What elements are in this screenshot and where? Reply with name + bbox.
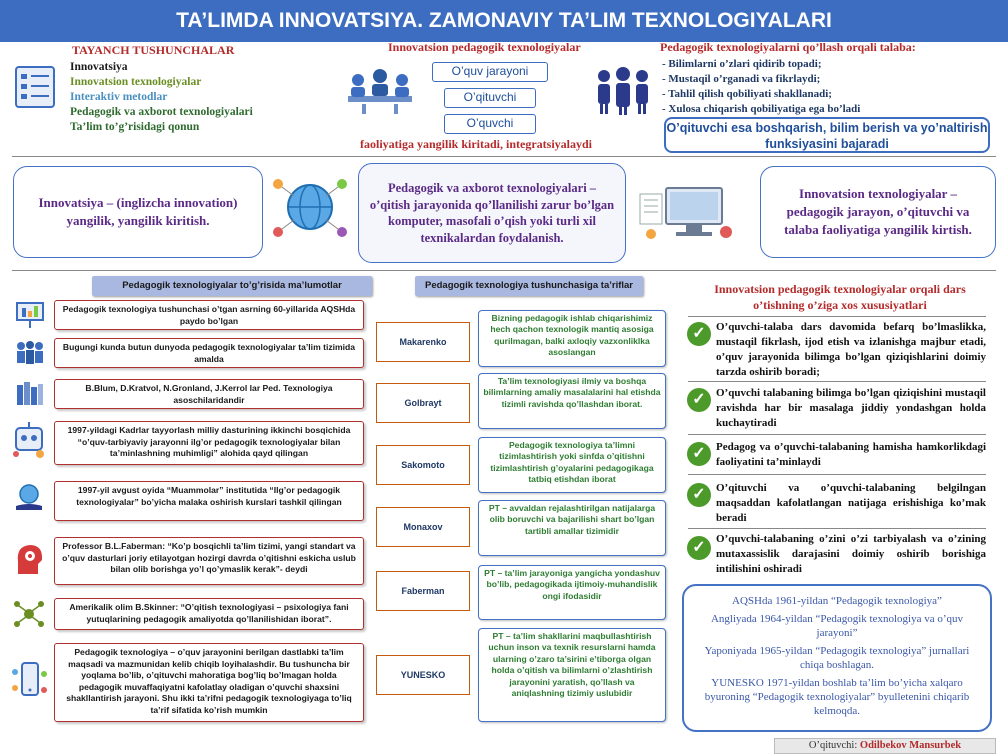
author-name: YUNESKO xyxy=(376,655,470,695)
check-icon: ✓ xyxy=(687,322,711,346)
definition-pedagogical-it: Pedagogik va axborot texnologiyalari – o’qitish jarayonida qo’llanilishi zarur bo’lgan komputer, masofali o’qish yoki turli xil texnikalardan foydalanish. xyxy=(358,163,626,263)
keyword-item: Ta’lim to’g’risidagi qonun xyxy=(70,121,200,133)
history-item: YUNESKO 1971-yildan boshlab ta’lim bo’yicha xalqaro byuroning “Pedagogik texnologiyalar” byulletenini chiqarib kelmoqda. xyxy=(704,677,970,717)
info-item: 1997-yil avgust oyida “Muammolar” institutida “Ilg’or pedagogik texnologiyalar” bo’yicha malaka oshirish kurslari tashkil qilingan xyxy=(54,481,364,521)
footer-teacher xyxy=(774,738,996,754)
info-item: Pedagogik texnologiya tushunchasi o’tgan asrning 60-yillarida AQSHda paydo bo’lgan xyxy=(54,300,364,330)
history-box xyxy=(682,584,992,732)
globe-network-icon xyxy=(270,172,350,242)
application-list xyxy=(662,57,992,117)
presentation-icon xyxy=(14,300,46,330)
feature-divider xyxy=(688,316,986,317)
definition-innovative-tech: Innovatsion texnologiyalar – pedagogik jarayon, o’qituvchi va talaba faoliyatiga yangilik kirtish. xyxy=(760,166,996,258)
author-definition: Ta’lim texnologiyasi ilmiy va boshqa bilimlarning amaliy masalalarini hal etishda tizimli ravishda qo’llashdan iborat. xyxy=(478,373,666,429)
books-icon xyxy=(14,379,46,409)
footer-label: O’qituvchi: xyxy=(808,740,860,751)
features-title: Innovatsion pedagogik texnologiyalar orqali dars o’tishning o’ziga xos xususiyatlari xyxy=(714,282,966,312)
info-item: Pedagogik texnologiya – o’quv jarayonini berilgan dastlabki ta’lim maqsadi va mazmunidan kelib chiqib loyihalashdir. Bu tushuncha bir yoqlama bo’lib, o’qituvchi mahoratiga bog’liq bo’lmagan holda pedagogik muvaffaqiyatni kafolatlay oladigan o’quvchi shaxsini shakllantirish jarayoni. Shu ikki ta’rifni pedagogik texnologiyaga to’liq ta’rif sifatida ko’rish mumkin xyxy=(54,643,364,722)
author-name: Faberman xyxy=(376,571,470,611)
info-item: 1997-yildagi Kadrlar tayyorlash milliy dasturining ikkinchi bosqichida “o’quv-tarbiyaviy jarayonni ilg’or pedagogik texnologiyalar bilan ta’minlashning muhimligi” alohida qayd qilingan xyxy=(54,421,364,465)
meeting-icon xyxy=(340,66,420,116)
info-item: Professor B.L.Faberman: “Ko’p bosqichli ta’lim tizimi, yangi standart va o’quv dasturlari joriy etilayotgan hozirgi davrda o’qitishni eskicha uslub bilan olib borishga yo’l qo’ymaslik kerak”- deydi xyxy=(54,537,364,585)
feature-divider xyxy=(688,381,986,382)
feature-item: O’quvchi-talaba dars davomida befarq bo’lmaslikka, mustaqil fikrlash, ijod etish va izlanishga majbur etadi, o’quv jarayonida bilimga bo’lgan qiziqishlarini doimiy tarzda oshirib boradi; xyxy=(716,321,986,378)
ai-robot-icon xyxy=(10,420,48,460)
divider-top xyxy=(12,156,996,157)
hand-icon xyxy=(12,482,46,512)
check-icon: ✓ xyxy=(687,442,711,466)
info-tab[interactable]: Pedagogik texnologiyalar to’g’risida ma’lumotlar xyxy=(92,276,372,296)
author-name: Sakomoto xyxy=(376,445,470,485)
network-icon xyxy=(12,598,46,630)
checklist-icon xyxy=(12,64,58,110)
feature-item: O’quvchi talabaning bilimga bo’lgan qiziqishini mustaqil ravishda har bir masalaga jiddiy yondashgan holda kuchaytiradi xyxy=(716,387,986,429)
author-name: Monaxov xyxy=(376,507,470,547)
author-definition: PT – ta’lim jarayoniga yangicha yondashuv bo’lib, pedagogikada ijtimoiy-muhandislik ongi ifodasidir xyxy=(478,565,666,620)
feature-divider xyxy=(688,528,986,529)
author-name: Golbrayt xyxy=(376,383,470,423)
application-title: Pedagogik texnologiyalarni qo’llash orqali talaba: xyxy=(660,40,916,54)
phone-app-icon xyxy=(10,660,48,700)
application-item: - Bilimlarni o’zlari qidirib topadi; xyxy=(662,58,822,70)
history-item: Yaponiyada 1965-yildan “Pedagogik texnologiya” jurnallari chiqa boshlagan. xyxy=(704,645,970,671)
flow-box-student: O’quvchi xyxy=(444,114,536,134)
divider-middle xyxy=(12,270,996,271)
info-item: Amerikalik olim B.Skinner: “O’qitish texnologiyasi – psixologiya fani yutuqlarining pedagogik amaliyotda qo’llanilishidan iborat”. xyxy=(54,598,364,630)
innovation-flow-title: Innovatsion pedagogik texnologiyalar xyxy=(388,40,581,54)
feature-item: Pedagog va o’quvchi-talabaning hamisha hamkorlikdagi faoliyatini ta’minlaydi xyxy=(716,441,986,468)
application-item: - Mustaqil o’rganadi va fikrlaydi; xyxy=(662,73,821,85)
application-item: - Tahlil qilish qobiliyati shakllanadi; xyxy=(662,88,832,100)
author-definition: Pedagogik texnologiya ta’limni tizimlashtirish yoki sinfda o’qitishni tizimlashtirish g’oyalarini pedagogikaga tatbiq etishdan iborat xyxy=(478,437,666,493)
check-icon: ✓ xyxy=(687,388,711,412)
keyword-item: Pedagogik va axborot texnologiyalari xyxy=(70,106,253,118)
keywords-title: TAYANCH TUSHUNCHALAR xyxy=(72,43,235,57)
keywords-list xyxy=(70,60,300,135)
feature-item: O’qituvchi va o’quvchi-talabaning belgilngan maqsaddan kafolatlangan natijaga erishishiga ko’mak beradi xyxy=(716,482,986,524)
author-definition: PT – avvaldan rejalashtirilgan natijalarga olib boruvchi va bajarilishi shart bo’lgan tartibli amallar tizimidir xyxy=(478,500,666,556)
history-item: AQSHda 1961-yildan “Pedagogik texnologiya” xyxy=(732,595,942,607)
innovation-flow-caption: faoliyatiga yangilik kiritadi, integratsiyalaydi xyxy=(360,137,593,151)
keyword-item: Interaktiv metodlar xyxy=(70,91,168,103)
info-item: Bugungi kunda butun dunyoda pedagogik texnologiyalar ta’lim tizimida amalda xyxy=(54,338,364,368)
author-name: Makarenko xyxy=(376,322,470,362)
feature-item: O’quvchi-talabaning o’zini o’zi tarbiyalash va o’zining mutaxassislik darajasini doimiy oshirib borishiga intilishini oshiradi xyxy=(716,533,986,575)
page-title-bar xyxy=(0,0,1008,42)
author-definition: Bizning pedagogik ishlab chiqarishimiz hech qachon texnologik mantiq asosiga qurilmagan, balki axloqiy vazxonliklka asoslangan xyxy=(478,310,666,367)
flow-box-teacher: O’qituvchi xyxy=(444,88,536,108)
team-icon xyxy=(592,66,654,116)
people-group-icon xyxy=(14,338,46,368)
info-item: B.Blum, D.Kratvol, N.Gronland, J.Kerrol lar Ped. Texnologiya asoschilaridandir xyxy=(54,379,364,409)
keyword-item: Innovatsion texnologiyalar xyxy=(70,76,202,88)
teacher-role-box: O’qituvchi esa boshqarish, bilim berish va yo’naltirish funksiyasini bajaradi xyxy=(664,117,990,153)
keyword-item: Innovatsiya xyxy=(70,61,128,73)
flow-box-study-process: O’quv jarayoni xyxy=(432,62,548,82)
footer-name: Odilbekov Mansurbek xyxy=(859,740,962,751)
feature-divider xyxy=(688,474,986,475)
check-icon: ✓ xyxy=(687,483,711,507)
author-definition: PT – ta’lim shakllarini maqbullashtirish uchun inson va texnik resurslarni hamda ularning o’zaro ta’sirini e’tiborga olgan holda o’qitish va bilimlarni o’zlashtirish jarayonini yaratish, qo’llash va aniqlashning tizimiy uslubidir xyxy=(478,628,666,722)
application-item: - Xulosa chiqarish qobiliyatiga ega bo’ladi xyxy=(662,103,861,115)
defs-by-author-tab[interactable]: Pedagogik texnologiya tushunchasiga ta’riflar xyxy=(415,276,643,296)
feature-divider xyxy=(688,434,986,435)
history-item: Angliyada 1964-yildan “Pedagogik texnologiya va o’quv jarayoni” xyxy=(710,613,964,639)
brain-gear-icon xyxy=(10,540,48,580)
page-title: TA’LIMDA INNOVATSIYA. ZAMONAVIY TA’LIM TEXNOLOGIYALARI xyxy=(176,9,832,32)
check-icon: ✓ xyxy=(687,536,711,560)
computer-documents-icon xyxy=(636,180,736,244)
definition-innovation: Innovatsiya – (inglizcha innovation) yangilik, yangilik kiritish. xyxy=(13,166,263,258)
